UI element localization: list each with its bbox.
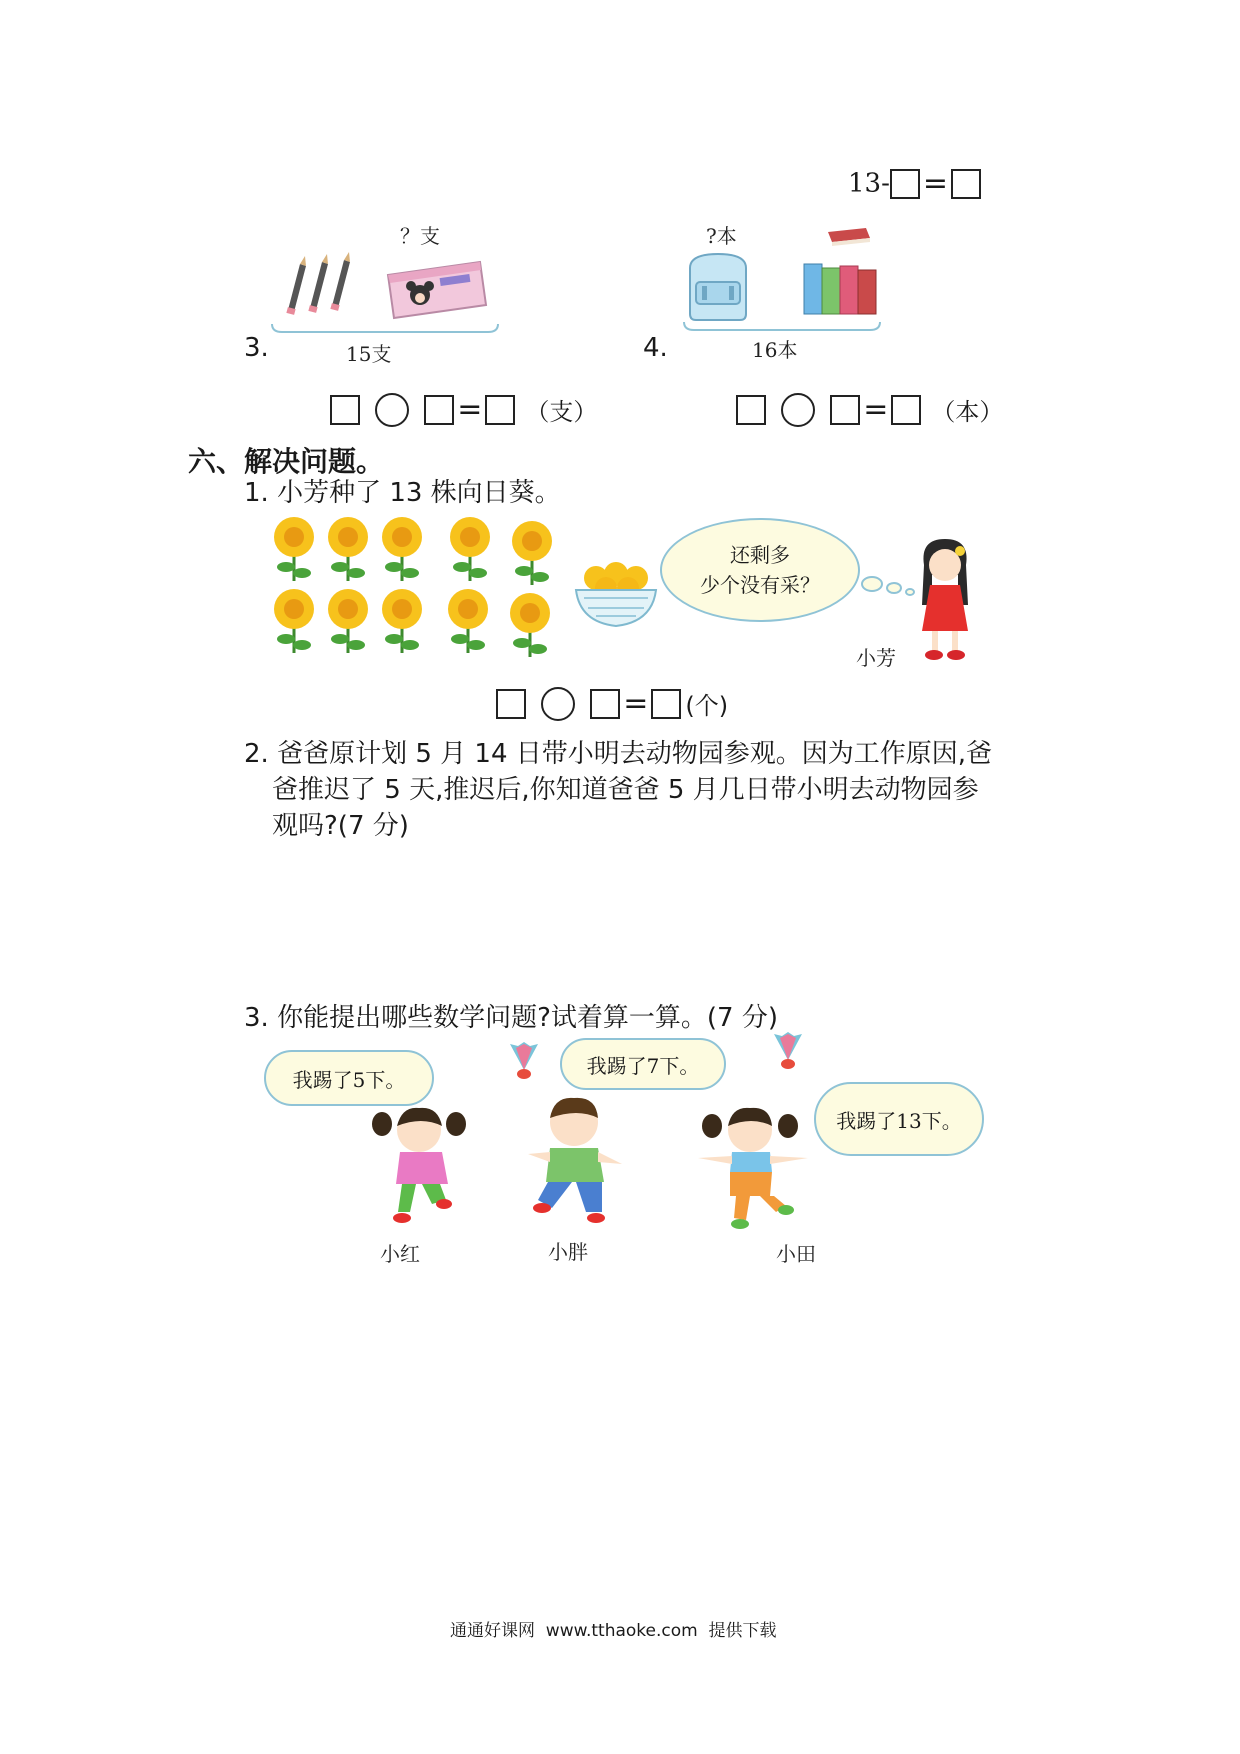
question-1-text: 1. 小芳种了 13 株向日葵。 [244, 478, 561, 508]
speech-text: 我踢了7下。 [586, 1053, 700, 1078]
speech-text: 我踢了13下。 [836, 1108, 962, 1133]
total-bracket [682, 320, 882, 334]
sunflower-icon [382, 589, 422, 653]
operator-circle[interactable] [375, 393, 409, 427]
total-bracket [270, 322, 500, 336]
answer-box[interactable] [890, 169, 920, 199]
sunflowers-illustration [270, 515, 560, 665]
pencil-icon [286, 256, 306, 315]
kid-name-label: 小胖 [548, 1240, 588, 1264]
problem-3-equation [330, 392, 597, 427]
answer-box[interactable] [736, 395, 766, 425]
answer-box[interactable] [496, 689, 526, 719]
equals-sign: = [623, 686, 649, 721]
equation-prefix: 13- [848, 168, 890, 199]
sunflower-icon [448, 589, 488, 653]
kid-xiaotian-icon [690, 1100, 820, 1240]
speech-bubble-xiaotian [814, 1082, 984, 1156]
equals-sign: = [457, 392, 483, 427]
question-2-line-2: 爸推迟了 5 天,推迟后,你知道爸爸 5 月几日带小明去动物园参 [272, 775, 979, 805]
thought-bubble [660, 518, 860, 622]
sunflower-icon [274, 589, 314, 653]
question-2 [244, 736, 1064, 844]
section-heading: 六、解决问题。 [188, 445, 385, 478]
question-label: ？支 [400, 224, 440, 248]
problem-4-equation [736, 392, 1003, 427]
speech-bubble-xiaohong [264, 1050, 434, 1106]
girl-xiaofang-icon [910, 535, 980, 665]
question-2-line-1: 2. 爸爸原计划 5 月 14 日带小明去动物园参观。因为工作原因,爸 [244, 739, 993, 769]
speech-bubble-xiaopang [560, 1038, 726, 1090]
speech-text: 我踢了5下。 [292, 1067, 406, 1092]
problem-4-number: 4. [643, 333, 668, 363]
answer-box[interactable] [651, 689, 681, 719]
operator-circle[interactable] [541, 687, 575, 721]
page-footer: 通通好课网 www.tthaoke.com 提供下载 [450, 1621, 777, 1641]
pencils-icon [278, 240, 368, 320]
kid-xiaohong-icon [352, 1100, 482, 1230]
kid-name-label: 小田 [776, 1242, 816, 1266]
basket-icon [570, 560, 662, 632]
question-3-text: 3. 你能提出哪些数学问题?试着算一算。(7 分) [244, 1003, 778, 1033]
sunflower-icon [274, 517, 314, 581]
question-label: ?本 [706, 224, 737, 248]
shuttlecock-icon [504, 1040, 544, 1085]
question-1-equation [496, 686, 728, 721]
total-label: 15支 [346, 342, 392, 366]
answer-box[interactable] [830, 395, 860, 425]
equals-sign: = [922, 166, 949, 201]
sunflower-icon [512, 521, 552, 585]
book-icon [828, 228, 870, 246]
answer-box[interactable] [891, 395, 921, 425]
pencil-case-icon [380, 250, 490, 325]
kid-xiaopang-icon [518, 1090, 628, 1230]
girl-name-label: 小芳 [856, 646, 896, 670]
answer-box[interactable] [485, 395, 515, 425]
answer-box[interactable] [330, 395, 360, 425]
book-icon [804, 264, 876, 314]
thought-line-1: 还剩多 [730, 543, 790, 567]
total-label: 16本 [752, 338, 798, 362]
sunflower-icon [328, 517, 368, 581]
pencil-icon [308, 254, 328, 313]
shuttlecock-icon [768, 1030, 808, 1075]
sunflower-icon [382, 517, 422, 581]
thought-line-2: 少个没有采？ [700, 573, 820, 597]
sunflower-icon [450, 517, 490, 581]
problem-4-illustration [668, 218, 888, 368]
backpack-icon [678, 248, 758, 323]
pencil-icon [330, 252, 350, 311]
problem-3-illustration [270, 220, 500, 370]
equals-sign: = [863, 392, 889, 427]
answer-box[interactable] [424, 395, 454, 425]
question-2-line-3: 观吗?(7 分) [272, 811, 409, 841]
books-icon [800, 228, 890, 323]
top-equation [848, 166, 981, 201]
sunflower-icon [328, 589, 368, 653]
operator-circle[interactable] [781, 393, 815, 427]
answer-box[interactable] [590, 689, 620, 719]
unit-label: （本） [931, 398, 1004, 426]
answer-box[interactable] [951, 169, 981, 199]
kid-name-label: 小红 [380, 1242, 420, 1266]
unit-label: （支） [525, 398, 598, 426]
problem-3-number: 3. [244, 333, 269, 363]
unit-label: (个) [685, 692, 729, 720]
sunflower-icon [510, 593, 550, 657]
